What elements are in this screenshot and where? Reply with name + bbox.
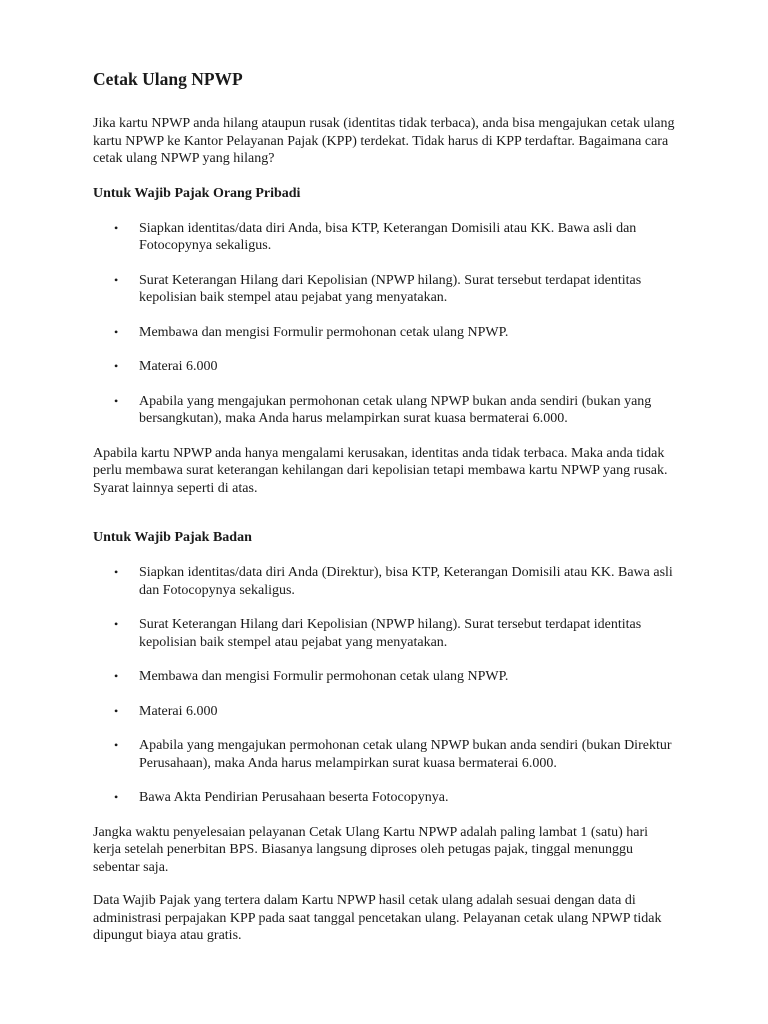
list-item: • Surat Keterangan Hilang dari Kepolisian (NPWP hilang). Surat tersebut terdapat identitas kepolisian baik stempel atau pejabat yang menyatakan.: [114, 272, 642, 305]
bullet-icon: •: [114, 359, 119, 373]
processing-time-paragraph: Jangka waktu penyelesaian pelayanan Cetak Ulang Kartu NPWP adalah paling lambat 1 (satu) hari kerja setelah penerbitan BPS. Biasanya langsung diproses oleh petugas pajak, tinggal menunggu sebentar saja.: [93, 824, 649, 875]
list-item: • Membawa dan mengisi Formulir permohonan cetak ulang NPWP.: [114, 669, 509, 684]
requirements-list-badan: [93, 564, 678, 807]
bullet-icon: •: [114, 272, 119, 287]
list-item: • Apabila yang mengajukan permohonan cetak ulang NPWP bukan anda sendiri (bukan Direktur Perusahaan), maka Anda harus melampirkan surat kuasa bermaterai 6.000.: [114, 738, 672, 771]
list-item: • Materai 6.000: [114, 703, 218, 719]
list-item: • Materai 6.000: [114, 359, 218, 374]
list-item: • Siapkan identitas/data diri Anda, bisa KTP, Keterangan Domisili atau KK. Bawa asli dan Fotocopynya sekaligus.: [114, 220, 637, 253]
section-heading-orang-pribadi: Untuk Wajib Pajak Orang Pribadi: [93, 185, 301, 201]
bullet-icon: •: [114, 324, 119, 339]
taxpayer-data-paragraph: Data Wajib Pajak yang tertera dalam Kartu NPWP hasil cetak ulang adalah sesuai dengan data di administrasi perpajakan KPP pada saat tanggal pencetakan ulang. Pelayanan cetak ulang NPWP tidak dipungut biaya atau gratis.: [93, 893, 662, 943]
list-item: • Membawa dan mengisi Formulir permohonan cetak ulang NPWP.: [114, 324, 509, 340]
page-title: Cetak Ulang NPWP: [93, 69, 243, 89]
list-item: • Bawa Akta Pendirian Perusahaan beserta Fotocopynya.: [114, 790, 449, 805]
bullet-icon: •: [114, 565, 119, 579]
list-item: • Surat Keterangan Hilang dari Kepolisian (NPWP hilang). Surat tersebut terdapat identitas kepolisian baik stempel atau pejabat yang menyatakan.: [114, 617, 642, 650]
intro-paragraph: Jika kartu NPWP anda hilang ataupun rusak (identitas tidak terbaca), anda bisa mengajukan cetak ulang kartu NPWP ke Kantor Pelayanan Pajak (KPP) terdekat. Tidak harus di KPP terdaftar. Bagaimana cara cetak ulang NPWP yang hilang?: [93, 116, 675, 166]
bullet-icon: •: [114, 703, 119, 718]
section-heading-badan: Untuk Wajib Pajak Badan: [93, 530, 252, 545]
list-item: • Siapkan identitas/data diri Anda (Direktur), bisa KTP, Keterangan Domisili atau KK. Bawa asli dan Fotocopynya sekaligus.: [114, 565, 673, 598]
bullet-icon: •: [114, 220, 119, 235]
damaged-card-paragraph: Apabila kartu NPWP anda hanya mengalami kerusakan, identitas anda tidak terbaca. Maka anda tidak perlu membawa surat keterangan kehilangan dari kepolisian tetapi membawa kartu NPWP yang rusak. Syarat lainnya seperti di atas.: [93, 445, 668, 496]
requirements-list-orang-pribadi: [93, 220, 678, 428]
bullet-icon: •: [114, 738, 119, 752]
bullet-icon: •: [114, 790, 119, 804]
bullet-icon: •: [114, 617, 119, 631]
bullet-icon: •: [114, 393, 119, 408]
list-item: • Apabila yang mengajukan permohonan cetak ulang NPWP bukan anda sendiri (bukan yang bersangkutan), maka Anda harus melampirkan surat kuasa bermaterai 6.000.: [114, 393, 652, 426]
bullet-icon: •: [114, 669, 119, 683]
